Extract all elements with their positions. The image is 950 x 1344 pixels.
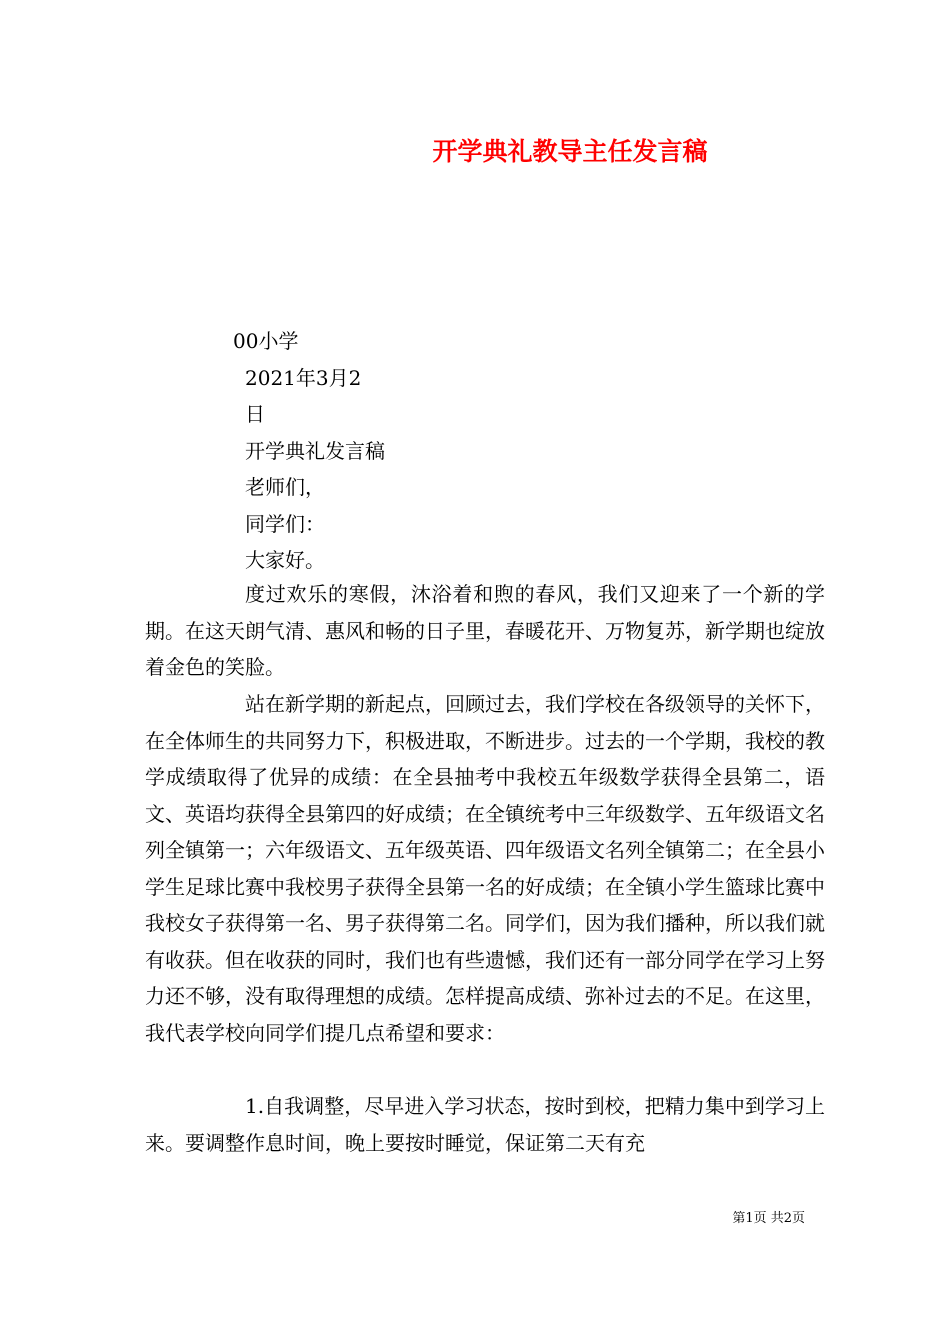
date-line: 2021年3月2 bbox=[245, 366, 362, 390]
greeting-students: 同学们： bbox=[245, 512, 325, 536]
paragraph-2: 站在新学期的新起点，回顾过去，我们学校在各级领导的关怀下，在全体师生的共同努力下，积极进取，不断进步。过去的一个学期，我校的教学成绩取得了优异的成绩：在全县抽考中我校五年级数学获得全县第二，语文、英语均获得全县第四的好成绩；在全镇统考中三年级数学、五年级语文名列全镇第一；六年级语文、五年级英语、四年级语文名列全镇第二；在全县小学生足球比赛中我校男子获得全县第一名的好成绩；在全镇小学生篮球比赛中我校女子获得第一名、男子获得第二名。同学们，因为我们播种，所以我们就有收获。但在收获的同时，我们也有些遗憾，我们还有一部分同学在学习上努力还不够，没有取得理想的成绩。怎样提高成绩、弥补过去的不足。在这里，我代表学校向同学们提几点希望和要求： bbox=[145, 692, 825, 1045]
greeting-teachers: 老师们， bbox=[245, 475, 325, 499]
speech-subtitle: 开学典礼发言稿 bbox=[245, 439, 385, 463]
school-name: 00小学 bbox=[233, 329, 299, 353]
document-title: 开学典礼教导主任发言稿 bbox=[432, 137, 708, 166]
greeting-all: 大家好。 bbox=[245, 548, 325, 572]
date-day: 日 bbox=[245, 402, 265, 426]
page-footer: 第1页 共2页 bbox=[732, 1211, 805, 1226]
paragraph-1: 度过欢乐的寒假，沐浴着和煦的春风，我们又迎来了一个新的学期。在这天朗气清、惠风和畅的日子里，春暖花开、万物复苏，新学期也绽放着金色的笑脸。 bbox=[145, 582, 825, 679]
paragraph-3: 1.自我调整，尽早进入学习状态，按时到校，把精力集中到学习上来。要调整作息时间，晚上要按时睡觉，保证第二天有充 bbox=[145, 1094, 825, 1155]
